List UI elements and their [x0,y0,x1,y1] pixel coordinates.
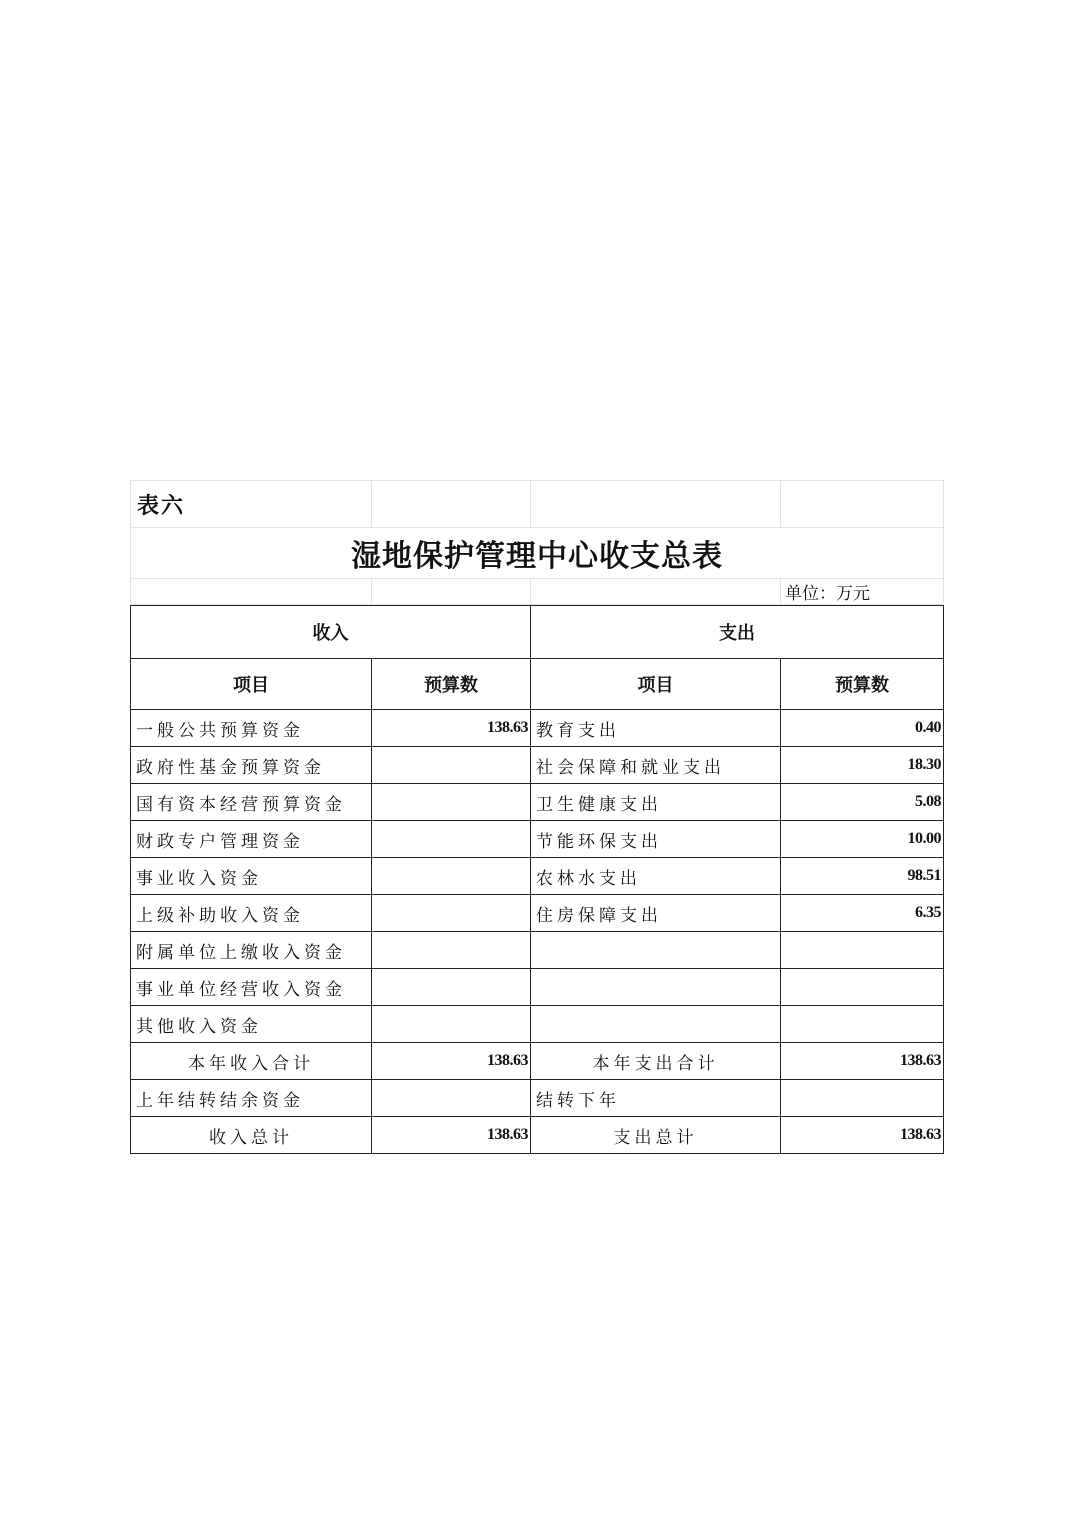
table-row [131,969,944,1006]
income-value-cell: 138.63 [372,710,531,747]
expense-budget-header: 预算数 [781,659,944,710]
table-row [131,858,944,895]
expense-value-cell: 10.00 [781,821,944,858]
expense-value-cell: 5.08 [781,784,944,821]
table-title: 湿地保护管理中心收支总表 [131,528,944,579]
expense-item-cell: 教育支出 [531,710,781,747]
income-value-cell [372,932,531,969]
table-row [131,784,944,821]
budget-sheet [130,480,943,1154]
empty-cell [531,579,781,605]
income-item-cell: 事业收入资金 [131,858,372,895]
income-value-cell [372,1006,531,1043]
income-item-cell: 收入总计 [131,1117,372,1154]
income-item-cell: 上年结转结余资金 [131,1080,372,1117]
table-row [131,710,944,747]
section-header-row [131,606,944,659]
expense-header: 支出 [531,606,944,659]
income-value-cell: 138.63 [372,1043,531,1080]
expense-value-cell [781,969,944,1006]
table-row [131,821,944,858]
expense-item-cell: 支出总计 [531,1117,781,1154]
table-row [131,1043,944,1080]
income-value-cell [372,895,531,932]
column-header-row [131,659,944,710]
expense-item-cell: 农林水支出 [531,858,781,895]
income-value-cell [372,784,531,821]
table-row [131,1117,944,1154]
expense-value-cell: 138.63 [781,1043,944,1080]
income-value-cell [372,1080,531,1117]
income-item-cell: 国有资本经营预算资金 [131,784,372,821]
income-item-cell: 本年收入合计 [131,1043,372,1080]
expense-value-cell [781,1006,944,1043]
expense-item-cell: 社会保障和就业支出 [531,747,781,784]
expense-item-cell: 住房保障支出 [531,895,781,932]
expense-item-cell [531,969,781,1006]
table-row [131,1006,944,1043]
expense-value-cell [781,932,944,969]
income-budget-header: 预算数 [372,659,531,710]
income-item-cell: 上级补助收入资金 [131,895,372,932]
unit-label: 单位：万元 [781,579,944,605]
income-item-cell: 事业单位经营收入资金 [131,969,372,1006]
income-value-cell [372,747,531,784]
income-item-cell: 政府性基金预算资金 [131,747,372,784]
table-row [131,1080,944,1117]
empty-cell [131,579,372,605]
income-value-cell [372,969,531,1006]
expense-value-cell: 6.35 [781,895,944,932]
expense-item-header: 项目 [531,659,781,710]
expense-item-cell: 结转下年 [531,1080,781,1117]
income-value-cell [372,821,531,858]
table-body [131,710,944,1154]
table-row [131,895,944,932]
expense-value-cell: 18.30 [781,747,944,784]
income-item-header: 项目 [131,659,372,710]
table-row [131,747,944,784]
expense-value-cell: 0.40 [781,710,944,747]
sheet-label: 表六 [131,481,372,528]
expense-item-cell: 卫生健康支出 [531,784,781,821]
income-item-cell: 其他收入资金 [131,1006,372,1043]
expense-item-cell [531,1006,781,1043]
expense-item-cell [531,932,781,969]
expense-item-cell: 节能环保支出 [531,821,781,858]
expense-value-cell [781,1080,944,1117]
empty-cell [372,481,531,528]
empty-cell [531,481,781,528]
expense-value-cell: 98.51 [781,858,944,895]
income-value-cell [372,858,531,895]
expense-value-cell: 138.63 [781,1117,944,1154]
income-item-cell: 附属单位上缴收入资金 [131,932,372,969]
sheet-preamble [130,480,944,605]
income-value-cell: 138.63 [372,1117,531,1154]
empty-cell [781,481,944,528]
table-row [131,932,944,969]
budget-table [130,605,944,1154]
income-item-cell: 财政专户管理资金 [131,821,372,858]
income-header: 收入 [131,606,531,659]
expense-item-cell: 本年支出合计 [531,1043,781,1080]
empty-cell [372,579,531,605]
income-item-cell: 一般公共预算资金 [131,710,372,747]
